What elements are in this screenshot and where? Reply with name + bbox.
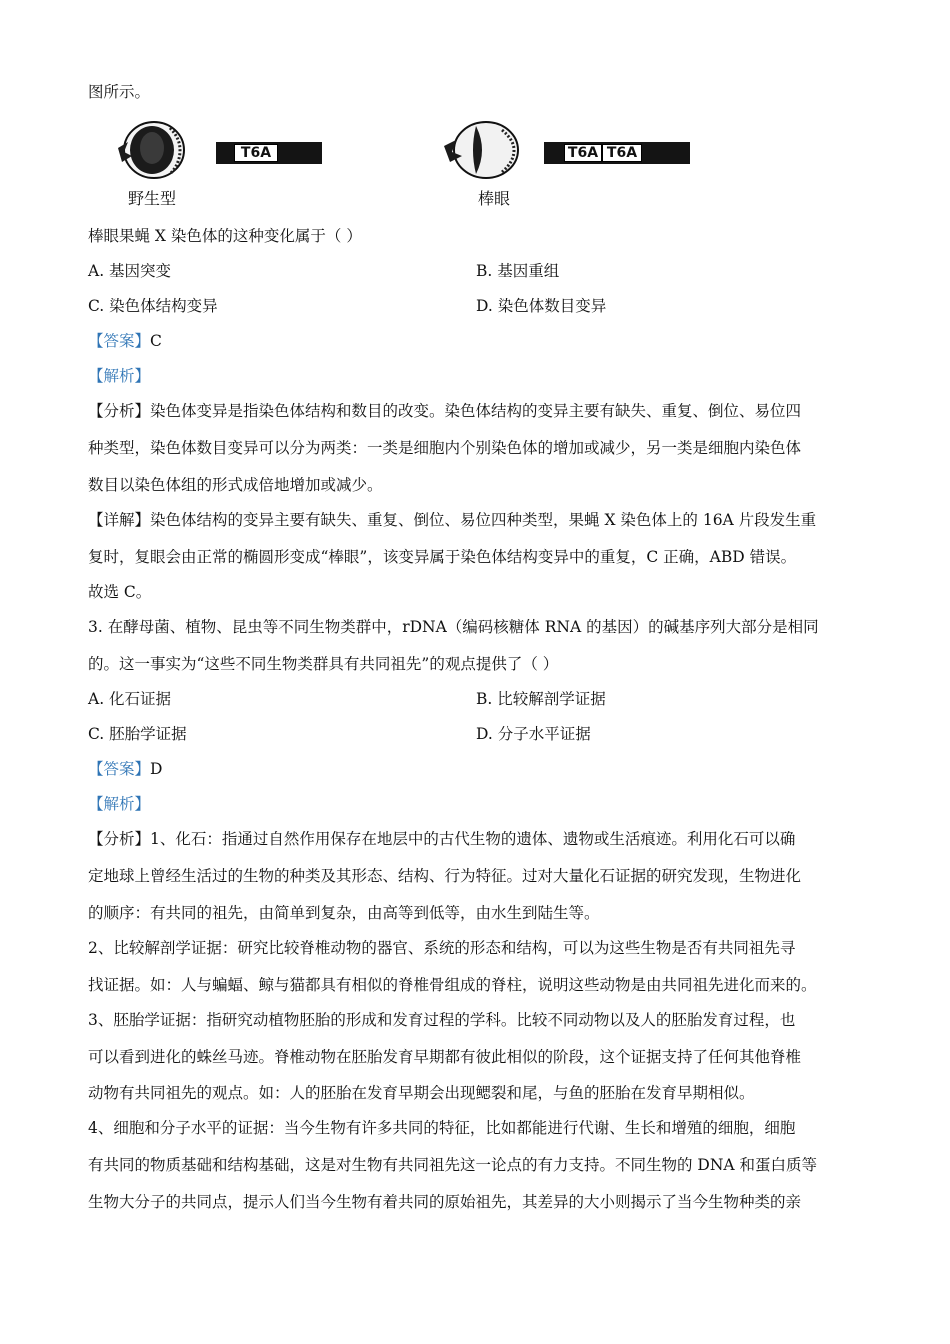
- q2-stem: 棒眼果蝇 X 染色体的这种变化属于（ ）: [88, 227, 362, 245]
- xiangjie-tag: 【详解】: [88, 511, 151, 529]
- q2-fenxi-line-3: 数目以染色体组的形式成倍地增加或减少。: [88, 476, 383, 494]
- q3-body-line-6: 可以看到进化的蛛丝马迹。脊椎动物在胚胎发育早期都有彼此相似的阶段，这个证据支持了任何其他脊椎: [88, 1048, 802, 1066]
- q3-option-d: D. 分子水平证据: [476, 725, 591, 743]
- q2-xiangjie-line-3: 故选 C。: [88, 583, 152, 601]
- q2-option-d: D. 染色体数目变异: [476, 297, 607, 315]
- q3-stem-line-2: 的。这一事实为“这些不同生物类群具有共同祖先”的观点提供了（ ）: [88, 655, 559, 673]
- bar-eye-image: [436, 118, 526, 182]
- q3-answer: D: [150, 760, 163, 778]
- q2-answer-line: [88, 331, 162, 351]
- q3-fenxi-line-1: [88, 829, 795, 849]
- q3-stem-line-1: 3. 在酵母菌、植物、昆虫等不同生物类群中，rDNA（编码核糖体 RNA 的基因）的碱基序列大部分是相同: [88, 618, 819, 636]
- q3-body-line-5: 3、胚胎学证据：指研究动植物胚胎的形成和发育过程的学科。比较不同动物以及人的胚胎发育过程，也: [88, 1011, 796, 1029]
- q3-body-line-10: 生物大分子的共同点，提示人们当今生物有着共同的原始祖先，其差异的大小则揭示了当今生物种类的亲: [88, 1193, 802, 1211]
- q2-analysis-tag: 【解析】: [88, 367, 151, 385]
- q3-body-line-9: 有共同的物质基础和结构基础，这是对生物有共同祖先这一论点的有力支持。不同生物的 DNA 和蛋白质等: [88, 1156, 818, 1174]
- fenxi-text: 染色体变异是指染色体结构和数目的改变。染色体结构的变异主要有缺失、重复、倒位、易位四: [150, 402, 802, 420]
- q3-option-b: B. 比较解剖学证据: [476, 690, 606, 708]
- answer-tag: 【答案】: [88, 760, 151, 778]
- q2-xiangjie-line-1: [88, 510, 816, 530]
- bar-eye-segment-2: T6A: [602, 144, 642, 162]
- fenxi-text: 1、化石：指通过自然作用保存在地层中的古代生物的遗体、遗物或生活痕迹。利用化石可以确: [150, 830, 796, 848]
- q2-fenxi-line-2: 种类型，染色体数目变异可以分为两类：一类是细胞内个别染色体的增加或减少，另一类是细胞内染色体: [88, 439, 802, 457]
- wild-type-eye-image: [110, 118, 190, 182]
- q3-body-line-3: 2、比较解剖学证据：研究比较脊椎动物的器官、系统的形态和结构，可以为这些生物是否有共同祖先寻: [88, 939, 796, 957]
- wild-type-bar: [216, 142, 322, 164]
- q3-body-line-2: 的顺序：有共同的祖先，由简单到复杂，由高等到低等，由水生到陆生等。: [88, 904, 600, 922]
- bar-eye-segment-1: T6A: [564, 144, 602, 162]
- q2-answer: C: [150, 332, 162, 350]
- q2-option-b: B. 基因重组: [476, 262, 560, 280]
- bar-eye-bar: [544, 142, 690, 164]
- q2-fenxi-line-1: [88, 401, 801, 421]
- q3-option-c: C. 胚胎学证据: [88, 725, 187, 743]
- q3-body-line-4: 找证据。如：人与蝙蝠、鲸与猫都具有相似的脊椎骨组成的脊柱，说明这些动物是由共同祖先进化而来的。: [88, 976, 817, 994]
- fenxi-tag: 【分析】: [88, 402, 151, 420]
- q3-option-a: A. 化石证据: [88, 690, 172, 708]
- fenxi-tag: 【分析】: [88, 830, 151, 848]
- q2-xiangjie-line-2: 复时，复眼会由正常的椭圆形变成“棒眼”，该变异属于染色体结构变异中的重复，C 正确，ABD 错误。: [88, 548, 797, 566]
- eye-figure: [100, 112, 720, 212]
- q3-body-line-1: 定地球上曾经生活过的生物的种类及其形态、结构、行为特征。过对大量化石证据的研究发现，生物进化: [88, 867, 802, 885]
- bar-eye-label: 棒眼: [478, 189, 511, 208]
- q3-body-line-7: 动物有共同祖先的观点。如：人的胚胎在发育早期会出现鳃裂和尾，与鱼的胚胎在发育早期相似。: [88, 1084, 755, 1102]
- q3-analysis-tag: 【解析】: [88, 795, 151, 813]
- q2-option-c: C. 染色体结构变异: [88, 297, 218, 315]
- wild-type-label: 野生型: [128, 189, 177, 208]
- q3-body-line-8: 4、细胞和分子水平的证据：当今生物有许多共同的特征，比如都能进行代谢、生长和增殖的细胞，细胞: [88, 1119, 796, 1137]
- q3-answer-line: [88, 759, 162, 779]
- answer-tag: 【答案】: [88, 332, 151, 350]
- xiangjie-text: 染色体结构的变异主要有缺失、重复、倒位、易位四种类型，果蝇 X 染色体上的 16A 片段发生重: [150, 511, 817, 529]
- q2-option-a: A. 基因突变: [88, 262, 172, 280]
- wild-segment: T6A: [234, 144, 278, 162]
- intro-line: 图所示。: [88, 83, 151, 101]
